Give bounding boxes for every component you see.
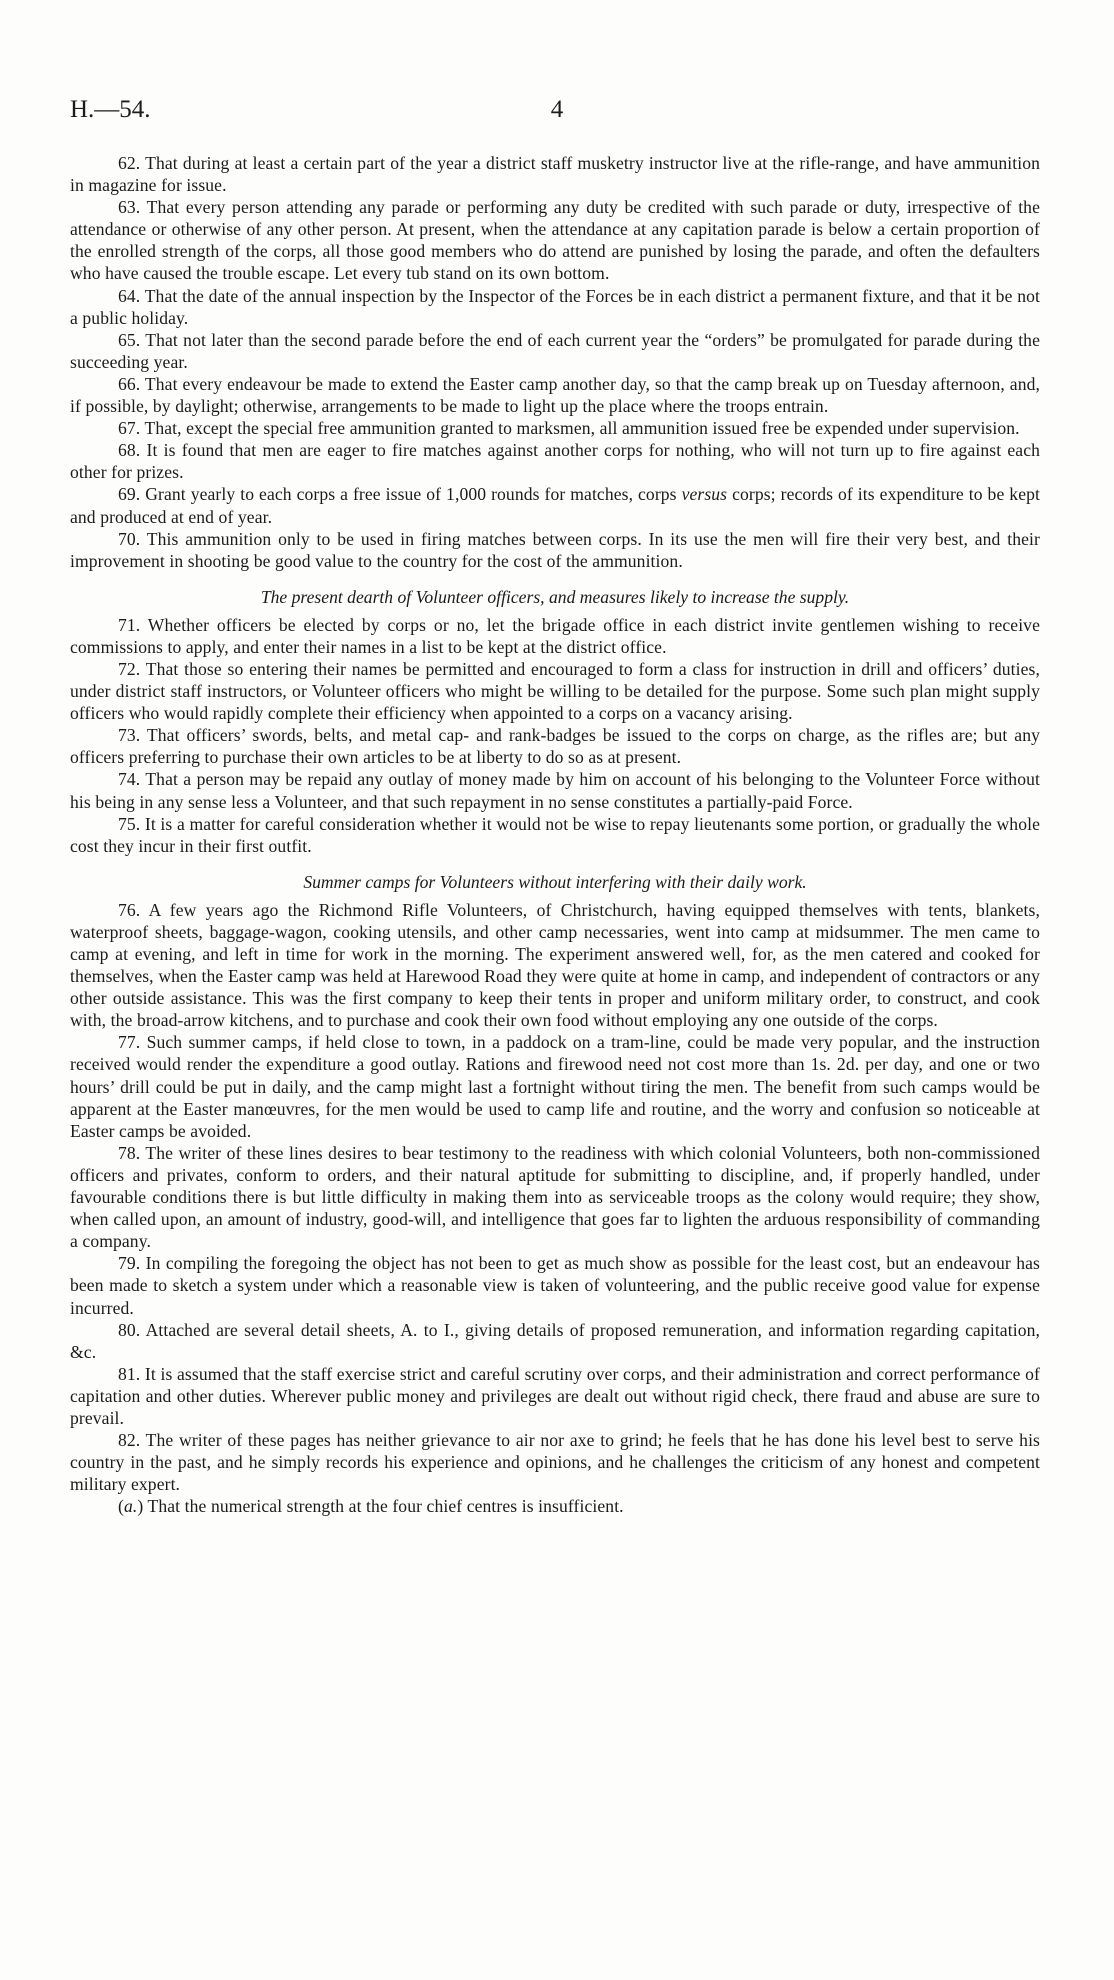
paragraph (70, 1252, 1040, 1318)
paragraph-text-continued: ) That the numerical strength at the four chief centres is insufficient. (137, 1496, 624, 1517)
paragraph (70, 285, 1040, 329)
paragraph-text: 66. That every endeavour be made to extend the Easter camp another day, so that the camp break up on Tuesday afternoon, and, if possible, by daylight; otherwise, arrangements to be made to light up the place where the troops entrain. (70, 373, 1040, 417)
paragraph-text: The present dearth of Volunteer officers, and measures likely to increase the supply. (260, 586, 850, 607)
section-heading (70, 871, 1040, 893)
page-number: 4 (550, 96, 564, 123)
paragraph-text: 67. That, except the special free ammunition granted to marksmen, all ammunition issued free be expended under supervision. (118, 418, 1020, 439)
paragraph (70, 439, 1040, 483)
paragraph-text: 77. Such summer camps, if held close to town, in a paddock on a tram-line, could be made very popular, and the instruction received would render the expenditure a good outlay. Rations and firewood need not cost more than 1s. 2d. per day, and one or two hours’ drill could be put in daily, and the camp might last a fortnight without tiring the men. The benefit from such camps would be apparent at the Easter manœuvres, for the men would be used to camp life and routine, and the worry and confusion so noticeable at Easter camps be avoided. (70, 1032, 1040, 1141)
document-reference: H.—54. (70, 96, 151, 123)
paragraph-text: 76. A few years ago the Richmond Rifle Volunteers, of Christchurch, having equipped themselves with tents, blankets, waterproof sheets, baggage-wagon, cooking utensils, and other camp necessaries, went into camp at midsummer. The men came to camp at evening, and left in time for work in the morning. The experiment answered well, for, as the men catered and cooked for themselves, when the Easter camp was held at Harewood Road they were quite at home in camp, and independent of contractors or any other outside assistance. This was the first company to keep their tents in proper and uniform military order, to construct, and cook with, the broad-arrow kitchens, and to purchase and cook their own food without employing any one outside of the corps. (70, 899, 1040, 1031)
paragraph-text: 74. That a person may be repaid any outlay of money made by him on account of his belonging to the Volunteer Force without his being in any sense less a Volunteer, and that such repayment in no sense constitutes a partially-paid Force. (70, 769, 1040, 812)
paragraph (70, 1319, 1040, 1363)
paragraph-text: 80. Attached are several detail sheets, A. to I., giving details of proposed remuneration, and information regarding capitation, &c. (70, 1319, 1040, 1362)
page-header (70, 96, 1044, 126)
paragraph-text: 71. Whether officers be elected by corps or no, let the brigade office in each district invite gentlemen wishing to receive commissions to apply, and enter their names in a list to be kept at the district office. (70, 614, 1040, 657)
paragraph (70, 1363, 1040, 1429)
section-heading (70, 586, 1040, 608)
document-body (70, 152, 1040, 1517)
paragraph (70, 768, 1040, 812)
paragraph-text: 81. It is assumed that the staff exercise strict and careful scrutiny over corps, and their administration and correct performance of capitation and other duties. Wherever public money and privileges are dealt out without rigid check, there fraud and abuse are sure to prevail. (70, 1363, 1040, 1428)
paragraph (70, 528, 1040, 572)
paragraph-text: 79. In compiling the foregoing the object has not been to get as much show as possible for the least cost, but an endeavour has been made to sketch a system under which a reasonable view is taken of volunteering, and the public receive good value for expense incurred. (70, 1253, 1040, 1318)
paragraph-text: ( (118, 1496, 124, 1517)
paragraph-text: 64. That the date of the annual inspection by the Inspector of the Forces be in each district a permanent fixture, and that it be not a public holiday. (70, 285, 1040, 328)
paragraph (70, 483, 1040, 527)
paragraph-text: 65. That not later than the second parade before the end of each current year the “orders” be promulgated for parade during the succeeding year. (70, 329, 1040, 372)
paragraph-text: 78. The writer of these lines desires to bear testimony to the readiness with which colonial Volunteers, both non-commissioned officers and privates, conform to orders, and their natural aptitude for submitting to discipline, and, if properly handled, under favourable conditions there is but little difficulty in making them into as serviceable troops as the colony would require; they show, when called upon, an amount of industry, good-will, and intelligence that goes far to lighten the arduous responsibility of commanding a company. (70, 1142, 1040, 1252)
paragraph-text: Summer camps for Volunteers without interfering with their daily work. (303, 871, 807, 892)
paragraph (70, 329, 1040, 373)
paragraph (70, 1429, 1040, 1495)
paragraph (70, 152, 1040, 196)
paragraph-text: 82. The writer of these pages has neither grievance to air nor axe to grind; he feels that he has done his level best to serve his country in the past, and he simply records his experience and opinions, and he challenges the criticism of any honest and competent military expert. (70, 1430, 1040, 1495)
paragraph (70, 373, 1040, 417)
paragraph (70, 1031, 1040, 1141)
paragraph (70, 1142, 1040, 1252)
paragraph-text: 70. This ammunition only to be used in firing matches between corps. In its use the men will fire their very best, and their improvement in shooting be good value to the country for the cost of the ammunition. (70, 528, 1040, 571)
italic-term: versus (681, 484, 728, 505)
paragraph (70, 899, 1040, 1032)
paragraph-text: 75. It is a matter for careful consideration whether it would not be wise to repay lieutenants some portion, or gradually the whole cost they incur in their first outfit. (70, 813, 1040, 856)
italic-term: a. (123, 1496, 138, 1517)
paragraph (70, 724, 1040, 768)
paragraph-text: 68. It is found that men are eager to fire matches against another corps for nothing, who will not turn up to fire against each other for prizes. (70, 440, 1040, 483)
paragraph-text: 62. That during at least a certain part of the year a district staff musketry instructor live at the rifle-range, and have ammunition in magazine for issue. (70, 153, 1040, 196)
paragraph (70, 417, 1040, 439)
paragraph (70, 658, 1040, 724)
paragraph-text: 72. That those so entering their names be permitted and encouraged to form a class for instruction in drill and officers’ duties, under district staff instructors, or Volunteer officers who might be willing to be detailed for the purpose. Some such plan might supply officers who would rapidly complete their efficiency when appointed to a corps on a vacancy arising. (70, 658, 1040, 724)
paragraph-text: 69. Grant yearly to each corps a free issue of 1,000 rounds for matches, corps (118, 484, 677, 505)
paragraph (70, 614, 1040, 658)
paragraph-text-continued: corps; records of its expenditure to be kept and produced at end of year. (70, 484, 1040, 527)
paragraph (70, 196, 1040, 284)
paragraph-text: 73. That officers’ swords, belts, and metal cap- and rank-badges be issued to the corps on charge, as the rifles are; but any officers preferring to purchase their own articles to be at liberty to do so as at present. (70, 725, 1040, 768)
paragraph-text: 63. That every person attending any parade or performing any duty be credited with such parade or duty, irrespective of the attendance or otherwise of any other person. At present, when the attendance at any capitation parade is below a certain proportion of the enrolled strength of the corps, all those good members who do attend are punished by losing the parade, and often the defaulters who have caused the trouble escape. Let every tub stand on its own bottom. (70, 197, 1040, 284)
paragraph (70, 813, 1040, 857)
paragraph (70, 1495, 1040, 1517)
